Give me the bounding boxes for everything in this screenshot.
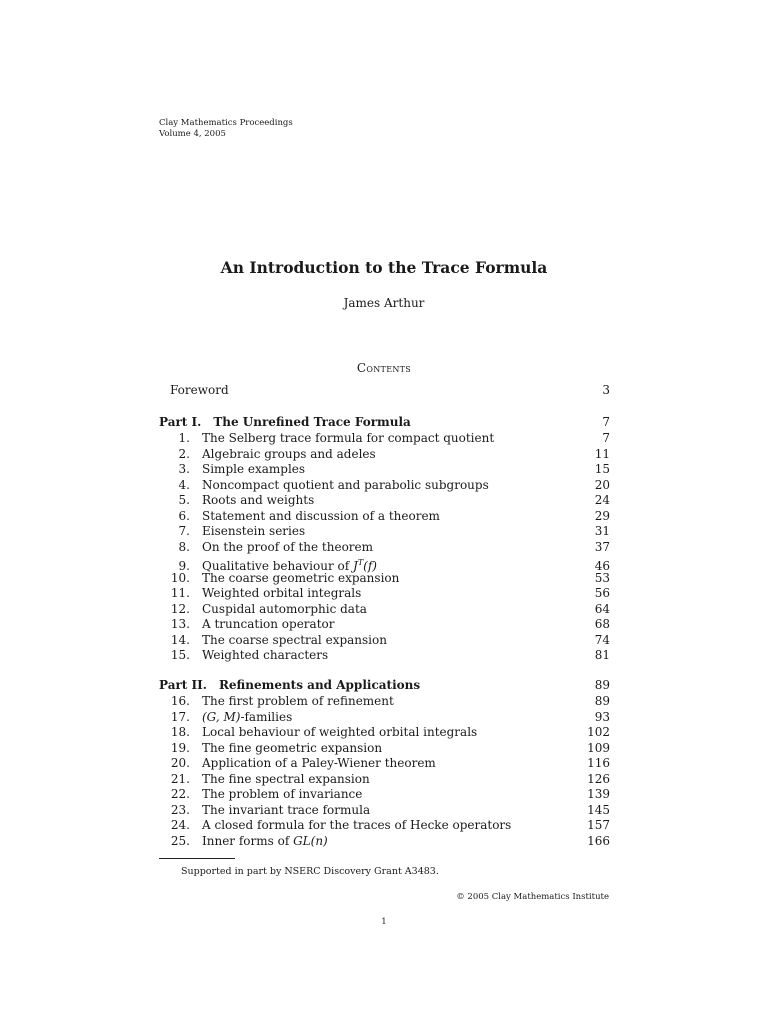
toc-page: 7 — [602, 431, 610, 445]
toc-page: 139 — [587, 787, 610, 801]
journal-header — [159, 118, 293, 139]
toc-item-number: 19. — [170, 740, 190, 755]
toc-item-title: The fine geometric expansion — [202, 740, 383, 755]
toc-item-title: Statement and discussion of a theorem — [202, 508, 440, 523]
toc-item-number: 1. — [178, 431, 190, 445]
toc-item[interactable] — [159, 710, 610, 725]
math-superscript: T — [357, 558, 364, 567]
toc-item-title: The first problem of refinement — [202, 694, 394, 708]
toc-item-number: 20. — [170, 756, 190, 770]
toc-page: 15 — [594, 462, 610, 476]
toc-item-title: Roots and weights — [202, 493, 315, 507]
toc-page: 53 — [594, 570, 610, 585]
footnote-rule — [159, 858, 235, 859]
toc-item[interactable] — [159, 540, 610, 555]
toc-item-number: 21. — [170, 771, 190, 786]
part-title: The Unrefined Trace Formula — [213, 415, 411, 429]
toc-item-number: 15. — [170, 648, 190, 662]
toc-item-title: The coarse geometric expansion — [202, 570, 400, 585]
toc-item-number: 17. — [170, 709, 190, 724]
math-expression: (f) — [363, 559, 377, 573]
paper-author: James Arthur — [343, 296, 425, 310]
math-expression: (G, M) — [202, 709, 241, 724]
toc-item-number: 10. — [170, 570, 190, 585]
part-label: Part I. — [159, 415, 202, 429]
toc-item-number: 13. — [170, 617, 190, 631]
toc-page: 102 — [587, 725, 610, 739]
toc-page: 20 — [594, 477, 610, 492]
toc-item-number: 23. — [170, 802, 190, 817]
toc-item-number: 5. — [178, 493, 190, 507]
toc-item[interactable] — [159, 834, 610, 849]
toc-item-title: Qualitative behaviour of $J^T(f)$ — [202, 558, 377, 573]
toc-item[interactable] — [159, 602, 610, 617]
toc-item-title: Cuspidal automorphic data — [202, 601, 367, 616]
toc-foreword-label: Foreword — [170, 383, 229, 397]
toc-part-1[interactable] — [159, 415, 610, 430]
toc-page: 3 — [602, 383, 610, 397]
toc-item[interactable] — [159, 555, 610, 573]
toc-page: 29 — [594, 508, 610, 523]
toc-item[interactable] — [159, 431, 610, 446]
toc-item[interactable] — [159, 462, 610, 477]
toc-item-title: (G, M)-families — [202, 709, 293, 724]
toc-item-title: Noncompact quotient and parabolic subgroups — [202, 477, 489, 492]
toc-item[interactable] — [159, 571, 610, 586]
toc-item[interactable] — [159, 493, 610, 508]
toc-page: 157 — [587, 818, 610, 832]
toc-item[interactable] — [159, 803, 610, 818]
toc-item-number: 7. — [178, 524, 190, 538]
toc-item-title: Eisenstein series — [202, 524, 306, 538]
toc-item[interactable] — [159, 524, 610, 539]
toc-item-number: 8. — [178, 539, 190, 554]
toc-foreword[interactable] — [159, 383, 610, 398]
toc-item[interactable] — [159, 633, 610, 648]
toc-item-number: 11. — [170, 586, 190, 600]
toc-item-title: Weighted orbital integrals — [202, 586, 362, 600]
toc-page: 145 — [587, 802, 610, 817]
contents-heading: Contents — [356, 361, 412, 375]
toc-item[interactable] — [159, 741, 610, 756]
toc-page: 89 — [594, 678, 610, 692]
toc-item-title: Algebraic groups and adeles — [202, 446, 376, 461]
toc-page: 24 — [594, 493, 610, 507]
toc-item-title: Application of a Paley-Wiener theorem — [202, 756, 436, 770]
toc-page: 56 — [594, 586, 610, 600]
toc-item-title: A truncation operator — [202, 617, 335, 631]
toc-item-title: The coarse spectral expansion — [202, 632, 387, 647]
toc-part-2[interactable] — [159, 678, 610, 693]
footnote: Supported in part by NSERC Discovery Grant A3483. — [181, 866, 439, 877]
journal-name: Clay Mathematics Proceedings — [159, 118, 293, 128]
toc-item-number: 18. — [170, 725, 190, 739]
toc-item-number: 22. — [170, 787, 190, 801]
toc-page: 68 — [594, 617, 610, 631]
toc-item[interactable] — [159, 694, 610, 709]
toc-page: 74 — [594, 632, 610, 647]
toc-page: 64 — [594, 601, 610, 616]
toc-item-title: Simple examples — [202, 462, 306, 476]
part-title: Refinements and Applications — [218, 678, 421, 692]
math-expression: J — [353, 559, 358, 573]
toc-item-title: Weighted characters — [202, 648, 329, 662]
toc-page: 7 — [602, 415, 610, 429]
toc-item-title: On the proof of the theorem — [202, 539, 374, 554]
toc-item-number: 16. — [170, 694, 190, 708]
toc-item[interactable] — [159, 818, 610, 833]
toc-item[interactable] — [159, 586, 610, 601]
toc-item-title: The invariant trace formula — [202, 802, 371, 817]
toc-page: 166 — [587, 833, 610, 848]
toc-item[interactable] — [159, 725, 610, 740]
toc-item-title: The fine spectral expansion — [202, 771, 370, 786]
toc-item-number: 4. — [178, 477, 190, 492]
toc-item-title: Local behaviour of weighted orbital integrals — [202, 725, 478, 739]
toc-page: 116 — [587, 756, 610, 770]
toc-item-title: A closed formula for the traces of Hecke operators — [202, 818, 512, 832]
toc-item[interactable] — [159, 478, 610, 493]
toc-page: 126 — [587, 771, 610, 786]
toc-item-title: The problem of invariance — [202, 787, 363, 801]
math-expression: GL(n) — [293, 833, 328, 848]
toc-page: 89 — [594, 694, 610, 708]
toc-item-number: 14. — [170, 632, 190, 647]
toc-item-title: The Selberg trace formula for compact quotient — [202, 431, 495, 445]
page-number: 1 — [381, 917, 387, 927]
toc-item[interactable] — [159, 756, 610, 771]
toc-item-number: 12. — [170, 601, 190, 616]
journal-volume: Volume 4, 2005 — [159, 128, 226, 139]
toc-item-number: 25. — [170, 833, 190, 848]
toc-page: 11 — [594, 446, 610, 461]
toc-item-number: 6. — [178, 508, 190, 523]
copyright-notice: © 2005 Clay Mathematics Institute — [456, 892, 609, 902]
toc-item-number: 9. — [178, 559, 190, 573]
toc-page: 37 — [594, 539, 610, 554]
toc-item[interactable] — [159, 617, 610, 632]
toc-page: 46 — [594, 559, 610, 573]
toc-item[interactable] — [159, 509, 610, 524]
toc-item-number: 2. — [178, 446, 190, 461]
paper-title: An Introduction to the Trace Formula — [220, 258, 548, 277]
toc-page: 109 — [587, 740, 610, 755]
toc-item[interactable] — [159, 447, 610, 462]
toc-item-number: 3. — [178, 462, 190, 476]
part-label: Part II. — [159, 678, 207, 692]
toc-page: 81 — [594, 648, 610, 662]
toc-item[interactable] — [159, 787, 610, 802]
toc-page: 31 — [594, 524, 610, 538]
toc-item-number: 24. — [170, 818, 190, 832]
toc-item[interactable] — [159, 648, 610, 663]
toc-item-title: Inner forms of GL(n) — [202, 833, 328, 848]
toc-page: 93 — [594, 709, 610, 724]
toc-item[interactable] — [159, 772, 610, 787]
